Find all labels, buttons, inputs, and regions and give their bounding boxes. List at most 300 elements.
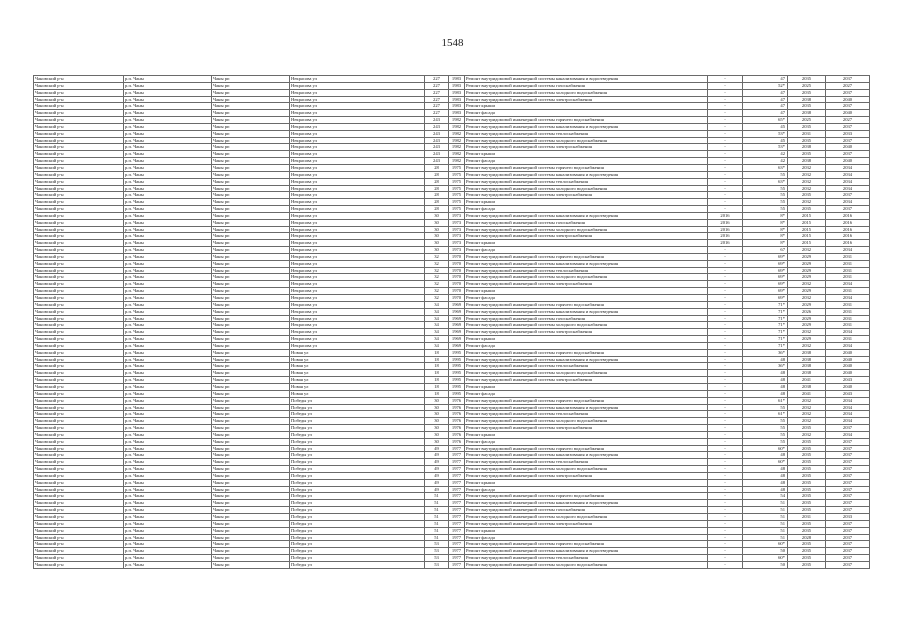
cell-settlement: р.п. Чаны: [124, 411, 212, 418]
cell-house-number: 30: [425, 247, 449, 254]
table-row: [34, 130, 870, 137]
cell-last-repair-year: -: [708, 308, 743, 315]
cell-last-repair-year: -: [708, 548, 743, 555]
cell-street: Победы ул: [290, 452, 425, 459]
cell-plan-start-year: 2015: [788, 226, 826, 233]
cell-wear-percent: 53*: [743, 144, 788, 151]
cell-wear-percent: 36*: [743, 363, 788, 370]
cell-district: Чановский р-н: [34, 383, 124, 390]
cell-street: Некрасова ул: [290, 226, 425, 233]
cell-house-number: 227: [425, 110, 449, 117]
cell-plan-start-year: 2032: [788, 164, 826, 171]
cell-locality: Чаны рп: [212, 226, 290, 233]
cell-street: Некрасова ул: [290, 199, 425, 206]
cell-district: Чановский р-н: [34, 472, 124, 479]
cell-plan-start-year: 2035: [788, 555, 826, 562]
cell-wear-percent: 69*: [743, 288, 788, 295]
cell-wear-percent: 55: [743, 418, 788, 425]
cell-build-year: 1977: [449, 534, 465, 541]
cell-wear-percent: 8*: [743, 240, 788, 247]
cell-wear-percent: 50: [743, 561, 788, 568]
cell-district: Чановский р-н: [34, 411, 124, 418]
cell-wear-percent: 55: [743, 199, 788, 206]
table-row: [34, 555, 870, 562]
cell-wear-percent: 53*: [743, 130, 788, 137]
table-row: [34, 356, 870, 363]
cell-wear-percent: 48: [743, 486, 788, 493]
table-row: [34, 377, 870, 384]
table-row: [34, 89, 870, 96]
cell-build-year: 1995: [449, 349, 465, 356]
cell-street: Некрасова ул: [290, 164, 425, 171]
cell-settlement: р.п. Чаны: [124, 349, 212, 356]
cell-plan-end-year: 2037: [826, 479, 870, 486]
cell-build-year: 1969: [449, 322, 465, 329]
cell-locality: Чаны рп: [212, 431, 290, 438]
cell-build-year: 1977: [449, 561, 465, 568]
cell-street: Некрасова ул: [290, 342, 425, 349]
cell-house-number: 18: [425, 363, 449, 370]
cell-wear-percent: 54: [743, 493, 788, 500]
cell-build-year: 1977: [449, 541, 465, 548]
cell-repair-work: Ремонт внутридомовой инженерной системы газоснабжения: [465, 219, 708, 226]
cell-house-number: 34: [425, 336, 449, 343]
cell-last-repair-year: -: [708, 541, 743, 548]
cell-last-repair-year: -: [708, 555, 743, 562]
cell-house-number: 51: [425, 520, 449, 527]
cell-plan-end-year: 2033: [826, 130, 870, 137]
cell-wear-percent: 48: [743, 466, 788, 473]
cell-street: Некрасова ул: [290, 178, 425, 185]
cell-plan-end-year: 2034: [826, 185, 870, 192]
cell-house-number: 18: [425, 356, 449, 363]
cell-build-year: 1969: [449, 342, 465, 349]
cell-plan-start-year: 2032: [788, 329, 826, 336]
cell-build-year: 1977: [449, 548, 465, 555]
cell-house-number: 243: [425, 123, 449, 130]
cell-street: Новая ул: [290, 356, 425, 363]
cell-build-year: 1995: [449, 390, 465, 397]
cell-street: Победы ул: [290, 548, 425, 555]
table-row: [34, 308, 870, 315]
cell-build-year: 1970: [449, 295, 465, 302]
cell-district: Чановский р-н: [34, 459, 124, 466]
cell-street: Новая ул: [290, 377, 425, 384]
cell-plan-start-year: 2015: [788, 233, 826, 240]
cell-last-repair-year: -: [708, 404, 743, 411]
cell-street: Некрасова ул: [290, 117, 425, 124]
cell-last-repair-year: -: [708, 472, 743, 479]
cell-locality: Чаны рп: [212, 82, 290, 89]
cell-district: Чановский р-н: [34, 117, 124, 124]
cell-locality: Чаны рп: [212, 541, 290, 548]
cell-build-year: 1983: [449, 82, 465, 89]
cell-plan-end-year: 2033: [826, 514, 870, 521]
cell-build-year: 1976: [449, 425, 465, 432]
cell-settlement: р.п. Чаны: [124, 370, 212, 377]
cell-street: Некрасова ул: [290, 110, 425, 117]
cell-last-repair-year: -: [708, 123, 743, 130]
cell-district: Чановский р-н: [34, 82, 124, 89]
cell-last-repair-year: -: [708, 527, 743, 534]
cell-build-year: 1969: [449, 329, 465, 336]
cell-repair-work: Ремонт внутридомовой инженерной системы канализования и водоотведения: [465, 404, 708, 411]
cell-settlement: р.п. Чаны: [124, 548, 212, 555]
cell-settlement: р.п. Чаны: [124, 137, 212, 144]
cell-locality: Чаны рп: [212, 363, 290, 370]
cell-last-repair-year: -: [708, 253, 743, 260]
cell-settlement: р.п. Чаны: [124, 130, 212, 137]
cell-last-repair-year: -: [708, 117, 743, 124]
cell-plan-end-year: 2016: [826, 226, 870, 233]
cell-house-number: 18: [425, 383, 449, 390]
cell-settlement: р.п. Чаны: [124, 89, 212, 96]
cell-street: Некрасова ул: [290, 260, 425, 267]
cell-last-repair-year: -: [708, 425, 743, 432]
cell-locality: Чаны рп: [212, 295, 290, 302]
cell-plan-end-year: 2040: [826, 144, 870, 151]
cell-house-number: 227: [425, 76, 449, 83]
cell-locality: Чаны рп: [212, 288, 290, 295]
cell-locality: Чаны рп: [212, 137, 290, 144]
cell-settlement: р.п. Чаны: [124, 308, 212, 315]
cell-locality: Чаны рп: [212, 404, 290, 411]
cell-plan-end-year: 2034: [826, 178, 870, 185]
cell-build-year: 1977: [449, 520, 465, 527]
table-row: [34, 493, 870, 500]
cell-repair-work: Ремонт внутридомовой инженерной системы холодного водоснабжения: [465, 466, 708, 473]
cell-wear-percent: 51: [743, 514, 788, 521]
cell-plan-start-year: 2025: [788, 117, 826, 124]
cell-locality: Чаны рп: [212, 548, 290, 555]
cell-plan-end-year: 2037: [826, 76, 870, 83]
cell-build-year: 1995: [449, 377, 465, 384]
cell-plan-end-year: 2031: [826, 315, 870, 322]
cell-street: Некрасова ул: [290, 103, 425, 110]
cell-house-number: 32: [425, 253, 449, 260]
cell-settlement: р.п. Чаны: [124, 185, 212, 192]
cell-district: Чановский р-н: [34, 226, 124, 233]
cell-street: Некрасова ул: [290, 185, 425, 192]
cell-district: Чановский р-н: [34, 445, 124, 452]
cell-house-number: 30: [425, 425, 449, 432]
cell-settlement: р.п. Чаны: [124, 117, 212, 124]
table-row: [34, 534, 870, 541]
cell-last-repair-year: -: [708, 281, 743, 288]
cell-repair-work: Ремонт крыши: [465, 336, 708, 343]
cell-wear-percent: 48: [743, 356, 788, 363]
cell-plan-end-year: 2034: [826, 411, 870, 418]
cell-locality: Чаны рп: [212, 329, 290, 336]
cell-repair-work: Ремонт фасада: [465, 486, 708, 493]
cell-build-year: 1983: [449, 103, 465, 110]
cell-house-number: 30: [425, 438, 449, 445]
cell-district: Чановский р-н: [34, 479, 124, 486]
cell-plan-start-year: 2032: [788, 404, 826, 411]
cell-settlement: р.п. Чаны: [124, 466, 212, 473]
cell-build-year: 1973: [449, 247, 465, 254]
cell-locality: Чаны рп: [212, 336, 290, 343]
cell-build-year: 1977: [449, 493, 465, 500]
cell-last-repair-year: -: [708, 110, 743, 117]
cell-wear-percent: 45: [743, 137, 788, 144]
table-row: [34, 151, 870, 158]
cell-repair-work: Ремонт крыши: [465, 240, 708, 247]
cell-house-number: 32: [425, 288, 449, 295]
cell-settlement: р.п. Чаны: [124, 507, 212, 514]
cell-street: Победы ул: [290, 438, 425, 445]
cell-plan-end-year: 2016: [826, 240, 870, 247]
cell-plan-start-year: 2029: [788, 274, 826, 281]
cell-plan-end-year: 2034: [826, 431, 870, 438]
cell-street: Победы ул: [290, 431, 425, 438]
table-row: [34, 295, 870, 302]
cell-house-number: 49: [425, 452, 449, 459]
cell-street: Победы ул: [290, 472, 425, 479]
table-row: [34, 233, 870, 240]
cell-locality: Чаны рп: [212, 281, 290, 288]
cell-house-number: 28: [425, 164, 449, 171]
cell-locality: Чаны рп: [212, 390, 290, 397]
cell-repair-work: Ремонт крыши: [465, 479, 708, 486]
cell-last-repair-year: -: [708, 137, 743, 144]
cell-house-number: 34: [425, 342, 449, 349]
cell-repair-work: Ремонт внутридомовой инженерной системы холодного водоснабжения: [465, 137, 708, 144]
cell-wear-percent: 48: [743, 377, 788, 384]
cell-street: Некрасова ул: [290, 253, 425, 260]
cell-house-number: 30: [425, 233, 449, 240]
cell-street: Некрасова ул: [290, 192, 425, 199]
cell-build-year: 1973: [449, 226, 465, 233]
cell-settlement: р.п. Чаны: [124, 288, 212, 295]
cell-plan-end-year: 2031: [826, 322, 870, 329]
cell-repair-work: Ремонт внутридомовой инженерной системы холодного водоснабжения: [465, 370, 708, 377]
cell-house-number: 53: [425, 541, 449, 548]
cell-settlement: р.п. Чаны: [124, 404, 212, 411]
cell-locality: Чаны рп: [212, 308, 290, 315]
cell-settlement: р.п. Чаны: [124, 383, 212, 390]
cell-plan-end-year: 2043: [826, 390, 870, 397]
cell-last-repair-year: -: [708, 377, 743, 384]
cell-house-number: 243: [425, 151, 449, 158]
cell-locality: Чаны рп: [212, 103, 290, 110]
table-row: [34, 445, 870, 452]
cell-locality: Чаны рп: [212, 96, 290, 103]
table-row: [34, 206, 870, 213]
cell-district: Чановский р-н: [34, 356, 124, 363]
cell-repair-work: Ремонт внутридомовой инженерной системы холодного водоснабжения: [465, 89, 708, 96]
cell-district: Чановский р-н: [34, 185, 124, 192]
cell-house-number: 32: [425, 267, 449, 274]
cell-plan-end-year: 2037: [826, 103, 870, 110]
cell-build-year: 1970: [449, 288, 465, 295]
cell-plan-end-year: 2040: [826, 363, 870, 370]
cell-build-year: 1970: [449, 253, 465, 260]
cell-plan-end-year: 2031: [826, 260, 870, 267]
cell-settlement: р.п. Чаны: [124, 178, 212, 185]
cell-settlement: р.п. Чаны: [124, 431, 212, 438]
cell-house-number: 28: [425, 199, 449, 206]
cell-wear-percent: 55: [743, 206, 788, 213]
cell-plan-start-year: 2035: [788, 206, 826, 213]
cell-settlement: р.п. Чаны: [124, 390, 212, 397]
cell-wear-percent: 55: [743, 185, 788, 192]
cell-plan-end-year: 2034: [826, 281, 870, 288]
cell-plan-start-year: 2032: [788, 342, 826, 349]
cell-build-year: 1977: [449, 479, 465, 486]
cell-repair-work: Ремонт внутридомовой инженерной системы горячего водоснабжения: [465, 164, 708, 171]
cell-repair-work: Ремонт внутридомовой инженерной системы канализования и водоотведения: [465, 452, 708, 459]
cell-plan-start-year: 2026: [788, 308, 826, 315]
cell-plan-start-year: 2035: [788, 527, 826, 534]
cell-repair-work: Ремонт внутридомовой инженерной системы канализования и водоотведения: [465, 171, 708, 178]
cell-plan-end-year: 2016: [826, 212, 870, 219]
cell-plan-start-year: 2038: [788, 96, 826, 103]
cell-plan-start-year: 2041: [788, 377, 826, 384]
cell-locality: Чаны рп: [212, 514, 290, 521]
cell-build-year: 1977: [449, 555, 465, 562]
cell-plan-start-year: 2035: [788, 89, 826, 96]
cell-repair-work: Ремонт крыши: [465, 199, 708, 206]
cell-house-number: 34: [425, 308, 449, 315]
cell-wear-percent: 48: [743, 383, 788, 390]
cell-last-repair-year: -: [708, 438, 743, 445]
cell-settlement: р.п. Чаны: [124, 171, 212, 178]
cell-wear-percent: 55: [743, 425, 788, 432]
cell-district: Чановский р-н: [34, 377, 124, 384]
cell-settlement: р.п. Чаны: [124, 219, 212, 226]
cell-plan-end-year: 2040: [826, 356, 870, 363]
cell-house-number: 243: [425, 158, 449, 165]
cell-repair-work: Ремонт внутридомовой инженерной системы теплоснабжения: [465, 555, 708, 562]
cell-house-number: 30: [425, 226, 449, 233]
cell-wear-percent: 8*: [743, 226, 788, 233]
cell-plan-start-year: 2035: [788, 520, 826, 527]
cell-house-number: 243: [425, 117, 449, 124]
cell-street: Некрасова ул: [290, 137, 425, 144]
cell-repair-work: Ремонт внутридомовой инженерной системы электроснабжения: [465, 233, 708, 240]
cell-last-repair-year: -: [708, 370, 743, 377]
cell-district: Чановский р-н: [34, 370, 124, 377]
cell-wear-percent: 69*: [743, 267, 788, 274]
cell-district: Чановский р-н: [34, 397, 124, 404]
cell-build-year: 1970: [449, 267, 465, 274]
table-row: [34, 383, 870, 390]
cell-street: Некрасова ул: [290, 295, 425, 302]
cell-settlement: р.п. Чаны: [124, 329, 212, 336]
cell-district: Чановский р-н: [34, 158, 124, 165]
cell-last-repair-year: -: [708, 493, 743, 500]
cell-settlement: р.п. Чаны: [124, 164, 212, 171]
cell-plan-end-year: 2031: [826, 288, 870, 295]
table-row: [34, 185, 870, 192]
cell-plan-start-year: 2032: [788, 397, 826, 404]
cell-plan-end-year: 2040: [826, 349, 870, 356]
cell-house-number: 28: [425, 178, 449, 185]
cell-repair-work: Ремонт внутридомовой инженерной системы холодного водоснабжения: [465, 274, 708, 281]
cell-district: Чановский р-н: [34, 123, 124, 130]
cell-house-number: 30: [425, 431, 449, 438]
cell-house-number: 28: [425, 206, 449, 213]
cell-plan-end-year: 2037: [826, 151, 870, 158]
cell-street: Победы ул: [290, 411, 425, 418]
cell-build-year: 1977: [449, 527, 465, 534]
cell-repair-work: Ремонт крыши: [465, 431, 708, 438]
cell-district: Чановский р-н: [34, 363, 124, 370]
cell-district: Чановский р-н: [34, 431, 124, 438]
cell-plan-start-year: 2035: [788, 445, 826, 452]
cell-district: Чановский р-н: [34, 322, 124, 329]
cell-settlement: р.п. Чаны: [124, 233, 212, 240]
cell-plan-start-year: 2041: [788, 390, 826, 397]
cell-locality: Чаны рп: [212, 158, 290, 165]
cell-wear-percent: 8*: [743, 233, 788, 240]
cell-repair-work: Ремонт внутридомовой инженерной системы холодного водоснабжения: [465, 185, 708, 192]
cell-last-repair-year: -: [708, 89, 743, 96]
cell-plan-end-year: 2037: [826, 555, 870, 562]
cell-last-repair-year: -: [708, 103, 743, 110]
cell-last-repair-year: -: [708, 520, 743, 527]
cell-repair-work: Ремонт внутридомовой инженерной системы теплоснабжения: [465, 267, 708, 274]
cell-locality: Чаны рп: [212, 520, 290, 527]
table-row: [34, 171, 870, 178]
cell-repair-work: Ремонт внутридомовой инженерной системы газоснабжения: [465, 82, 708, 89]
table-row: [34, 404, 870, 411]
cell-plan-start-year: 2029: [788, 322, 826, 329]
cell-settlement: р.п. Чаны: [124, 527, 212, 534]
cell-build-year: 1975: [449, 171, 465, 178]
cell-last-repair-year: -: [708, 445, 743, 452]
cell-settlement: р.п. Чаны: [124, 438, 212, 445]
cell-build-year: 1977: [449, 445, 465, 452]
cell-last-repair-year: -: [708, 130, 743, 137]
cell-repair-work: Ремонт фасада: [465, 295, 708, 302]
cell-plan-start-year: 2028: [788, 534, 826, 541]
cell-last-repair-year: -: [708, 315, 743, 322]
cell-plan-start-year: 2035: [788, 452, 826, 459]
cell-settlement: р.п. Чаны: [124, 274, 212, 281]
cell-wear-percent: 60*: [743, 459, 788, 466]
cell-build-year: 1976: [449, 411, 465, 418]
cell-locality: Чаны рп: [212, 199, 290, 206]
cell-plan-start-year: 2032: [788, 418, 826, 425]
cell-wear-percent: 71*: [743, 336, 788, 343]
cell-plan-end-year: 2040: [826, 383, 870, 390]
cell-settlement: р.п. Чаны: [124, 418, 212, 425]
cell-settlement: р.п. Чаны: [124, 295, 212, 302]
cell-house-number: 49: [425, 472, 449, 479]
cell-build-year: 1973: [449, 233, 465, 240]
cell-house-number: 227: [425, 103, 449, 110]
cell-settlement: р.п. Чаны: [124, 144, 212, 151]
cell-settlement: р.п. Чаны: [124, 76, 212, 83]
cell-settlement: р.п. Чаны: [124, 500, 212, 507]
cell-settlement: р.п. Чаны: [124, 281, 212, 288]
cell-locality: Чаны рп: [212, 411, 290, 418]
cell-street: Некрасова ул: [290, 144, 425, 151]
cell-wear-percent: 47: [743, 110, 788, 117]
cell-locality: Чаны рп: [212, 247, 290, 254]
table-row: [34, 438, 870, 445]
cell-settlement: р.п. Чаны: [124, 103, 212, 110]
cell-house-number: 18: [425, 370, 449, 377]
cell-build-year: 1975: [449, 199, 465, 206]
cell-district: Чановский р-н: [34, 520, 124, 527]
cell-district: Чановский р-н: [34, 199, 124, 206]
cell-repair-work: Ремонт внутридомовой инженерной системы горячего водоснабжения: [465, 349, 708, 356]
table-row: [34, 137, 870, 144]
cell-settlement: р.п. Чаны: [124, 472, 212, 479]
